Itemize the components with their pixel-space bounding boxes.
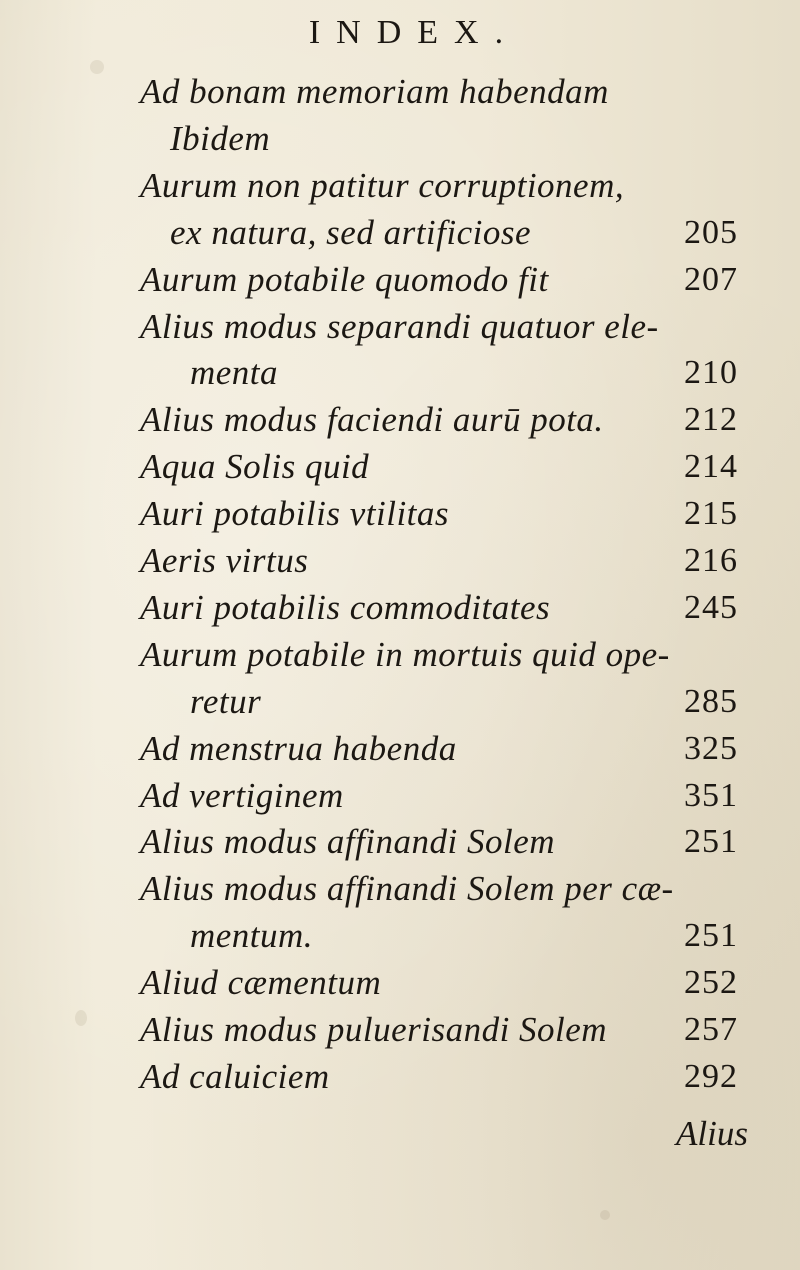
entry-text: Aurum potabile quomodo fit [140,259,549,299]
entry-page-number: 205 [684,213,738,251]
index-entry [0,770,800,822]
entry-page-number: 215 [684,495,738,533]
entry-text: mentum. [190,916,314,956]
entry-text: Ad menstrua habenda [140,728,457,768]
entry-text: Ad vertiginem [140,775,344,815]
entry-text: Alius modus separandi quatuor ele- [140,306,659,346]
entry-text: menta [190,353,279,393]
entry-page-number: 251 [684,917,738,955]
entry-page-number: 212 [684,401,738,439]
entry-text: Aqua Solis quid [140,447,370,487]
index-entry [0,957,800,1009]
index-entry [0,347,800,399]
entry-text: Auri potabilis commoditates [140,587,551,627]
index-entry [0,910,800,962]
entry-page-number: 252 [684,964,738,1002]
entry-text: Alius modus affinandi Solem [140,822,556,862]
entry-page-number: 351 [684,776,738,814]
entry-page-number: 216 [684,542,738,579]
entry-text: Aeris virtus [140,541,309,580]
index-entry [0,207,800,259]
entry-text: Aurum potabile in mortuis quid ope- [140,634,670,674]
index-entry [0,676,800,728]
foxing-spot [600,1210,610,1220]
index-entry [0,582,800,634]
index-entry [0,113,800,165]
index-entry [0,863,800,915]
index-entry [0,254,800,306]
entry-text: Ad bonam memoriam habendam [140,72,609,111]
entry-text: Alius modus faciendi aurū pota. [140,400,604,440]
page-header: INDEX. [308,14,520,51]
entry-text: ex natura, sed artificiose [170,212,532,252]
entry-page-number: 251 [684,823,738,861]
index-entry [0,723,800,775]
entry-text: Aurum non patitur corruptionem, [140,165,625,205]
index-entry [0,629,800,681]
entry-page-number: 292 [684,1057,738,1095]
entry-text: Alius modus puluerisandi Solem [140,1010,608,1049]
index-entry [0,160,800,212]
entry-page-number: 257 [684,1011,738,1048]
index-entry [0,301,800,353]
index-entry [0,535,800,587]
index-entry [0,488,800,540]
entry-text: retur [190,681,262,721]
entry-text: Ad caluiciem [140,1056,330,1096]
index-entry [0,816,800,868]
index-entry [0,1004,800,1056]
entry-text: Auri potabilis vtilitas [140,494,450,534]
catchword: Alius [676,1114,748,1153]
index-entry [0,394,800,446]
entry-page-number: 214 [684,448,738,486]
entry-page-number: 245 [684,588,738,626]
entry-page-number: 207 [684,260,738,298]
entry-text: Alius modus affinandi Solem per cæ- [140,869,674,909]
entry-page-number: 210 [684,354,738,392]
entry-text: Ibidem [170,118,271,158]
entry-text: Aliud cæmentum [140,963,382,1003]
index-entry [0,441,800,493]
entry-page-number: 325 [684,729,738,767]
entry-page-number: 285 [684,682,738,720]
index-entry [0,1051,800,1103]
index-entry [0,66,800,118]
